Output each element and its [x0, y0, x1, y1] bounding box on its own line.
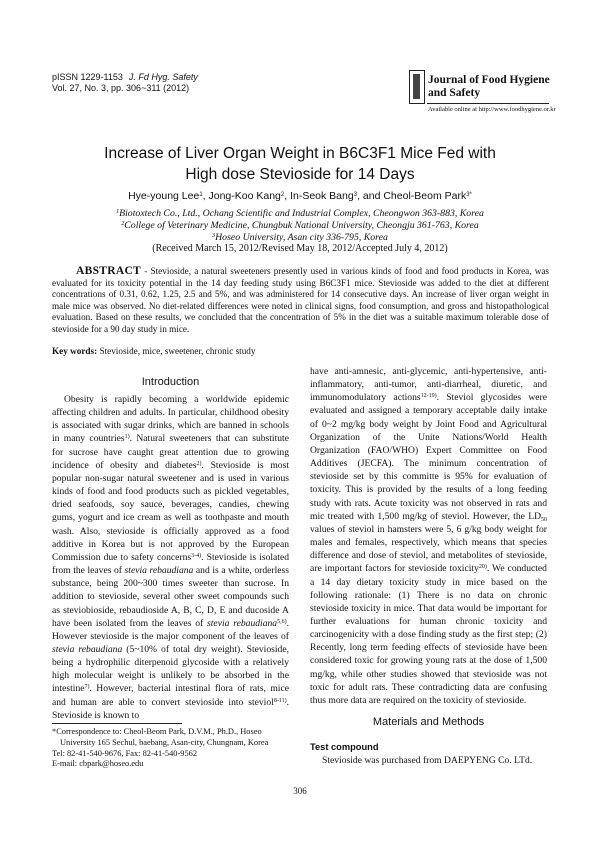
title-line-2: High dose Stevioside for 14 Days	[185, 166, 415, 183]
text-run: . Stevioside is isolated from the leaves of	[52, 551, 290, 577]
author-1: Hye-young Lee	[128, 190, 200, 202]
citation: 5,6)	[277, 618, 287, 625]
received-dates: (Received March 15, 2012/Revised May 18, 2012/Accepted July 4, 2012)	[152, 243, 448, 255]
title-line-1: Increase of Liver Organ Weight in B6C3F1 Mice Fed with	[104, 145, 496, 162]
text-run: . However stevioside is the major component of the leaves of	[52, 617, 289, 642]
citation: 20)	[478, 564, 487, 571]
online-availability[interactable]: Available online at http://www.foodhygiene.or.kr	[428, 106, 556, 113]
footnote-email[interactable]: E-mail: cbpark@hoseo.edu	[52, 759, 144, 769]
species-name: stevia rebaudiana	[207, 617, 278, 629]
affiliation-mark: 1	[116, 209, 120, 215]
keywords	[52, 346, 256, 356]
species-name: stevia rebaudiana	[52, 643, 123, 655]
journal-header	[52, 72, 198, 94]
subscript: 50	[541, 516, 547, 523]
citation: 2)	[196, 460, 202, 467]
paper-title	[80, 143, 520, 185]
author-list: Hye-young Lee$^1$, Jong-Koo Kang$^2$, In-Seok Bang$^3$, and Cheol-Beom Park$^{3*}$	[128, 190, 472, 202]
affiliation-text: Biotoxtech Co., Ltd., Ochang Scientific and Industrial Complex, Cheongwon 363-883, Korea	[119, 208, 484, 219]
author-2-mark: 2	[280, 192, 285, 198]
methods-heading: Materials and Methods	[372, 716, 485, 728]
citation: 3-4)	[191, 552, 202, 559]
affiliation-mark: 2	[121, 220, 125, 227]
text-run: (5~10% of total dry weight). Stevioside, being a hydrophilic diterpenoid glycoside with a relatively high molecular weight is unlikely to be absorbed in the intestine	[52, 643, 289, 695]
affiliation-1	[60, 208, 540, 220]
author-2: Jong-Koo Kang	[208, 190, 281, 202]
volume-info: Vol. 27, No. 3, pp. 306~311 (2012)	[52, 83, 190, 93]
header-divider	[427, 103, 549, 104]
author-4: and Cheol-Beom Park	[362, 190, 467, 202]
text-run: . Natural sweeteners that can substitute for sucrose have caught great attention due to growing incidence of obesity and diabetes	[52, 433, 289, 471]
footnote-line: Tel: 82-41-540-9676, Fax: 82-41-540-9562	[52, 748, 198, 758]
correspondence-footnote	[52, 727, 292, 770]
text-run: . However, bacterial intestinal flora of rats, mice and human are able to convert stevioside into steviol	[52, 683, 289, 708]
abstract	[52, 266, 549, 336]
intro-paragraph-continued	[310, 365, 547, 707]
text-run: have anti-amnesic, anti-glycemic, anti-hypertensive, anti-inflammatory, anti-tumor, anti-diarrheal, diuretic, and immunomodulatory actions	[310, 366, 547, 404]
text-run: . Steviol glycosides were evaluated and assigned a temporary acceptable daily intake of 0~2 mg/kg body weight by Joint Food and Agricultural Organization of the Unite Nations/World Health Organization (FAO/WHO) Expert Committee on Food Additives (JECFA). The minimum concentration of stevioside set by this committe is 95% for evaluation of toxicity. This is provided by the results of a long feeding study with rats. Acute toxicity was not observed in rats and mic treated with 1,500 mg/kg of steviol. However, the LD	[310, 392, 547, 522]
left-column	[52, 393, 289, 722]
citation: 12-19)	[420, 393, 437, 400]
author-3: In-Seok Bang	[290, 190, 354, 202]
journal-brand	[428, 74, 550, 100]
citation: 1)	[124, 434, 130, 441]
keywords-label: Key words:	[52, 346, 98, 356]
abstract-heading: ABSTRACT	[76, 265, 142, 277]
text-run: and is a white, orderless substance, being 200~300 times sweeter than sucrose. In addition to stevioside, several other sweet compounds such as steviobioside, rebaudioside A, B, C, D, E and ducoside A have been isolated from the leaves of	[52, 565, 289, 629]
footnote-divider	[52, 723, 182, 724]
affiliation-3	[60, 232, 540, 244]
page-number: 306	[293, 786, 307, 796]
abstract-text: - Stevioside, a natural sweeteners presently used in various kinds of food and food products in Korea, was evaluated for its toxicity potential in the 14 day feeding study using B6C3F1 mice. Stevioside was added to the diet at different concentrations of 0.31, 0.62, 1.25, 2.5 and 5%, and was administered for 14 consecutive days. An increase of liver organ weight in male mice was observed. No diet-related differences were noted in clinical signs, food consumption, and gross and histopathological evaluation. Based on these results, we concluded that the concentration of 5% in the diet was a suitable maximum tolerable dose of stevioside for a 90 day study in mice.	[52, 266, 550, 334]
text-run: . Stevioside is known to	[52, 696, 289, 721]
text-run: . Stevioside is most popular non-sugar natural sweetener and is used in various kinds of food and food products such as pickled vegetables, dried seafoods, soy sauce, beverages, candies, chewing gums, yogurt and ice cream as well as toothpaste and mouth wash. Also, stevioside is officially approved as a food additive in Korea but is not approved by the European Commission due to safety concerns	[52, 459, 289, 563]
methods-text: Stevioside was purchased from DAEPYENG Co. LTd.	[322, 755, 533, 766]
author-3-mark: 3	[353, 192, 358, 198]
affiliation-text: Hoseo University, Asan city 336-795, Korea	[215, 231, 388, 243]
species-name: stevia rebaudiana	[124, 565, 194, 577]
footnote-line: *Correspondence to: Cheol-Beom Park, D.V.M., Ph.D., Hoseo	[52, 727, 262, 736]
issn: pISSN 1229-1153	[52, 72, 123, 82]
author-4-mark: 3*	[466, 192, 472, 198]
intro-heading: Introduction	[141, 376, 200, 388]
author-1-mark: 1	[199, 192, 203, 198]
affiliation-2	[60, 220, 540, 232]
footnote-line: University 165 Sechul, baebang, Asan-city, Chungnam, Korea	[60, 737, 269, 747]
affiliations	[60, 208, 540, 255]
brand-line-2: and Safety	[428, 87, 481, 99]
affiliation-text: College of Veterinary Medicine, Chungbuk National University, Cheongju 361-763, Korea	[124, 219, 479, 231]
text-run: values of steviol in hamsters were 5, 6 g/kg body weight for males and females, respectively, which means that species difference and dose of steviol, and metabolites of stevioside, are important factors for stevioside toxicity	[310, 523, 547, 575]
affiliation-mark: 3	[212, 232, 216, 239]
text-run: . We conducted a 14 day dietary toxicity study in mice based on the following rationale: (1) There is no data on chronic stevioside toxicity in mice. That data would be important for further evaluations for human chronic toxicity and carcinogenicity with a dose finding study as the first step; (2) Recently, long term feeding effects of stevioside have been considered toxic for growing young rats at the dose of 1,500 mg/kg, while other studies showed that stevioside was not toxic for adult rats. These contradicting data are confusing thus more data are required on the toxicity of stevioside.	[310, 563, 547, 706]
citation: 8-11)	[273, 697, 287, 704]
text-run: Obesity is rapidly becoming a worldwide epidemic affecting children and adults. In particular, childhood obesity is associated with sugar drinks, which are banned in schools in many countries	[52, 394, 289, 445]
brand-line-1: Journal of Food Hygiene	[428, 74, 550, 86]
journal-abbrev: J. Fd Hyg. Safety	[128, 72, 198, 82]
intro-paragraph	[52, 393, 289, 722]
journal-logo-icon	[409, 70, 425, 104]
right-column	[310, 365, 547, 707]
test-compound-heading: Test compound	[310, 742, 379, 752]
keywords-text: Stevioside, mice, sweetener, chronic study	[99, 346, 256, 356]
citation: 7)	[84, 684, 90, 691]
